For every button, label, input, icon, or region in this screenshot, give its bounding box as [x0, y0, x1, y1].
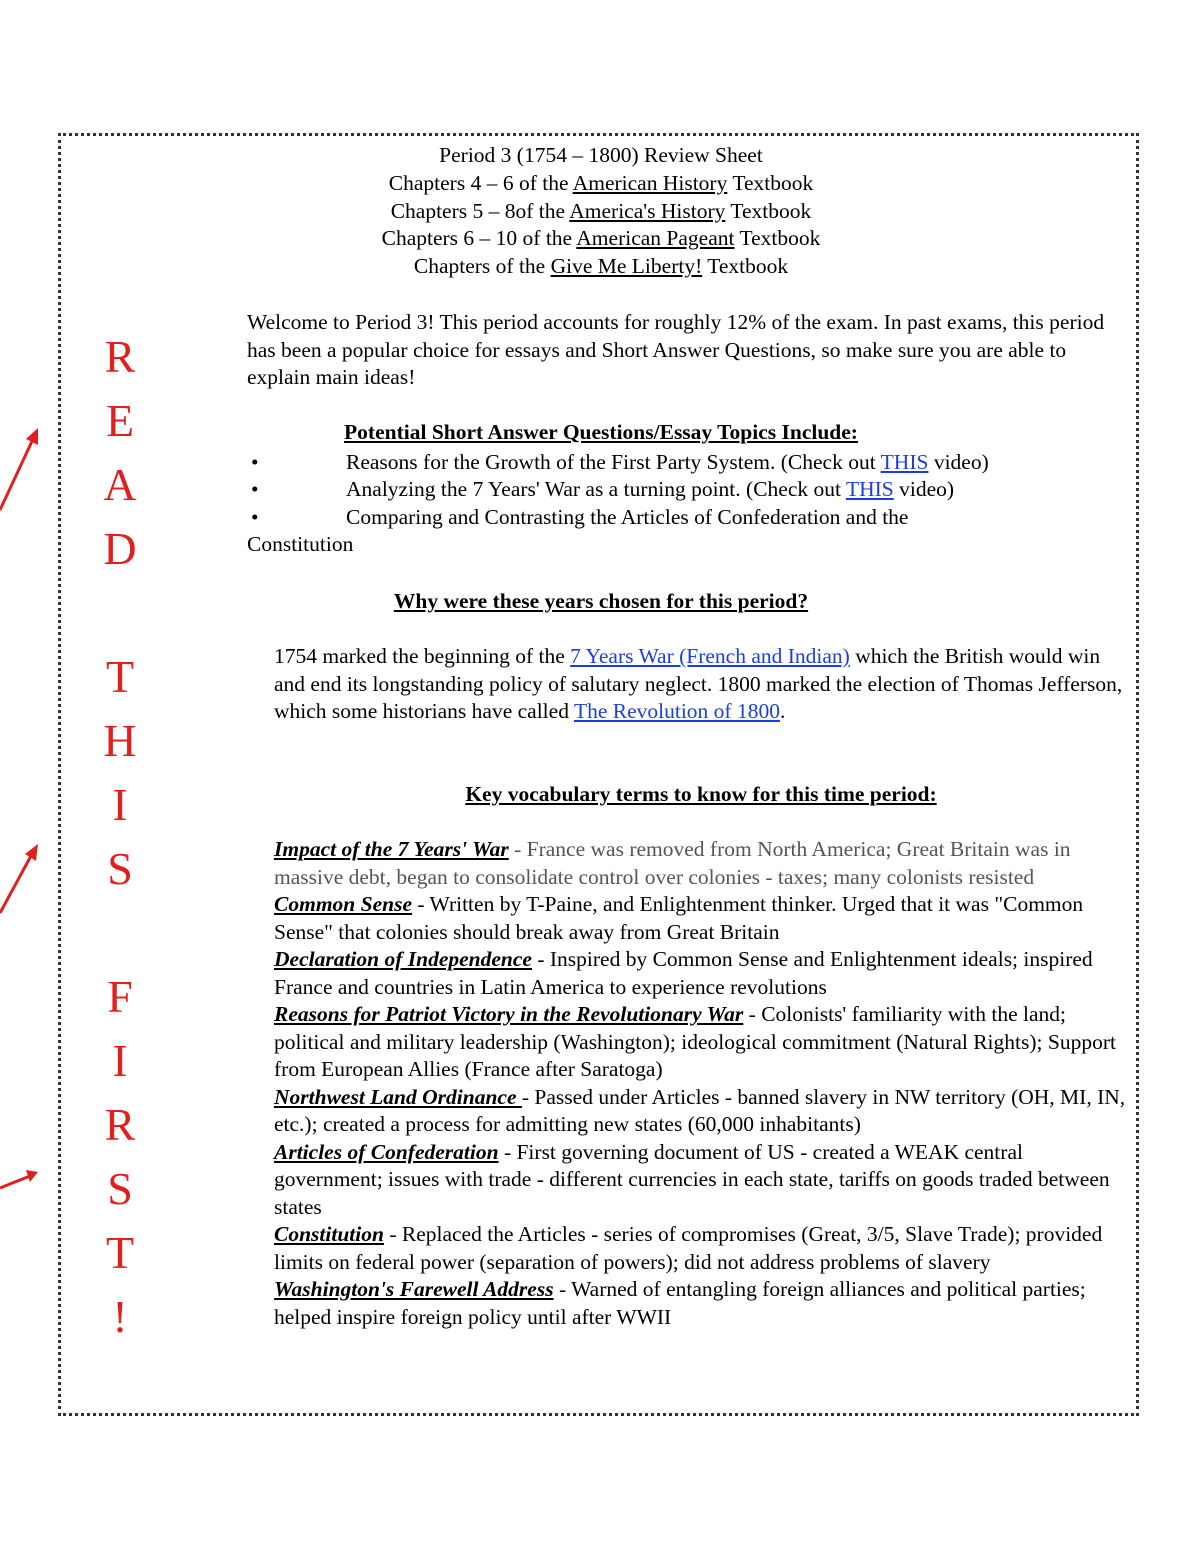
bullet-icon: • — [251, 504, 259, 529]
video-link[interactable]: THIS — [845, 477, 894, 501]
side-letter: H — [103, 715, 137, 766]
bullet-icon: • — [251, 449, 259, 474]
header-line: Chapters 5 – 8of the America's History Textbook — [390, 198, 812, 223]
side-letter: E — [105, 395, 135, 446]
side-letter: S — [107, 843, 133, 894]
vocab-definition: - Warned of entangling foreign alliances and political parties; helped inspire foreign policy until after WWII — [274, 1277, 1086, 1329]
vocab-term: Impact of the 7 Years' War — [274, 837, 509, 861]
vocab-heading: Key vocabulary terms to know for this time period: — [465, 782, 937, 806]
vocab-definition: - Replaced the Articles - series of compromises (Great, 3/5, Slave Trade); provided limits on federal power (separation of powers); did not address problems of slavery — [274, 1222, 1103, 1274]
header-line: Chapters of the Give Me Liberty! Textbook — [413, 254, 789, 279]
side-letter: S — [107, 1163, 133, 1214]
side-letter: I — [112, 1035, 128, 1086]
list-item-continuation: Constitution — [247, 532, 354, 556]
intro-paragraph: Welcome to Period 3! This period accounts for roughly 12% of the exam. In past exams, this period has been a popular choice for essays and Short Answer Questions, so make sure you are able to explain main ideas! — [247, 310, 1105, 389]
bullet-icon: • — [251, 477, 259, 501]
vocab-term: Washington's Farewell Address — [274, 1277, 554, 1301]
vocab-term: Articles of Confederation — [274, 1139, 499, 1164]
vocab-definition: - First governing document of US - created a WEAK central government; issues with trade - different currencies in each state, tariffs on goods traded between states — [274, 1139, 1110, 1219]
book-title: Give Me Liberty! — [550, 254, 703, 279]
vocab-item — [274, 1084, 1134, 1139]
vocab-item — [274, 1001, 1134, 1084]
vocab-item — [274, 1221, 1134, 1276]
vocab-item — [274, 1139, 1134, 1222]
vocab-term: Declaration of Independence — [274, 947, 532, 971]
side-letter: ! — [112, 1291, 128, 1342]
red-arrow-icon — [0, 838, 50, 928]
book-title: America's History — [569, 198, 726, 223]
side-letter: T — [105, 1227, 135, 1278]
topics-heading: Potential Short Answer Questions/Essay Topics Include: — [344, 420, 858, 444]
side-letter: A — [103, 459, 137, 510]
red-arrow-icon — [0, 1160, 50, 1200]
page-title: Period 3 (1754 – 1800) Review Sheet — [439, 143, 763, 167]
book-title: American Pageant — [576, 226, 735, 251]
side-letter: R — [104, 331, 136, 382]
header-line: Chapters 6 – 10 of the American Pageant Textbook — [381, 226, 821, 251]
vocab-item — [274, 836, 1134, 891]
topics-section — [247, 419, 1132, 559]
list-item: • Reasons for the Growth of the First Party System. (Check out THIS video) — [247, 449, 1132, 477]
book-title: American History — [572, 170, 728, 195]
vocab-definition: - France was removed from North America; Great Britain was in massive debt, began to consolidate control over colonies - taxes; many colonists resisted — [274, 837, 1071, 889]
vocab-item — [274, 1276, 1134, 1331]
seven-years-war-link[interactable]: 7 Years War (French and Indian) — [570, 644, 850, 668]
side-letter: I — [112, 779, 128, 830]
vocab-list — [274, 836, 1134, 1331]
red-arrow-icon — [0, 425, 50, 515]
vocab-item — [274, 946, 1134, 1001]
revolution-of-1800-link[interactable]: The Revolution of 1800 — [573, 699, 780, 723]
video-link[interactable]: THIS — [880, 449, 929, 474]
vocab-definition: - Colonists' familiarity with the land; political and military leadership (Washington); ideological commitment (Natural Rights); Support from European Allies (France after Saratoga) — [274, 1002, 1116, 1081]
vocab-definition: - Written by T-Paine, and Enlightenment thinker. Urged that it was "Common Sense" that colonies should break away from Great Britain — [274, 892, 1084, 944]
vocab-item — [274, 891, 1134, 946]
why-paragraph: 1754 marked the beginning of the 7 Years War (French and Indian) which the British would win and end its longstanding policy of salutary neglect. 1800 marked the election of Thomas Jefferson, which some historians have called The Revolution of 1800. — [274, 644, 1123, 723]
vocab-term: Common Sense — [274, 892, 412, 916]
vocab-term: Northwest Land Ordinance — [274, 1084, 522, 1109]
list-item: • Analyzing the 7 Years' War as a turning point. (Check out THIS video) — [247, 476, 1132, 504]
vocab-definition: - Passed under Articles - banned slavery in NW territory (OH, MI, IN, etc.); created a process for admitting new states (60,000 inhabitants) — [274, 1084, 1126, 1136]
why-heading: Why were these years chosen for this period? — [393, 589, 809, 613]
vocab-term: Reasons for Patriot Victory in the Revolutionary War — [274, 1002, 744, 1026]
list-item: • Comparing and Contrasting the Articles of Confederation and the — [247, 504, 1132, 532]
vocab-term: Constitution — [274, 1222, 384, 1246]
side-letter: F — [107, 971, 133, 1022]
page-header — [247, 142, 955, 281]
side-letter: T — [105, 651, 135, 702]
side-letter: R — [104, 1099, 136, 1150]
vocab-definition: - Inspired by Common Sense and Enlightenment ideals; inspired France and countries in Latin America to experience revolutions — [274, 947, 1093, 999]
header-line: Chapters 4 – 6 of the American History Textbook — [388, 170, 814, 195]
side-letter: D — [103, 523, 137, 574]
